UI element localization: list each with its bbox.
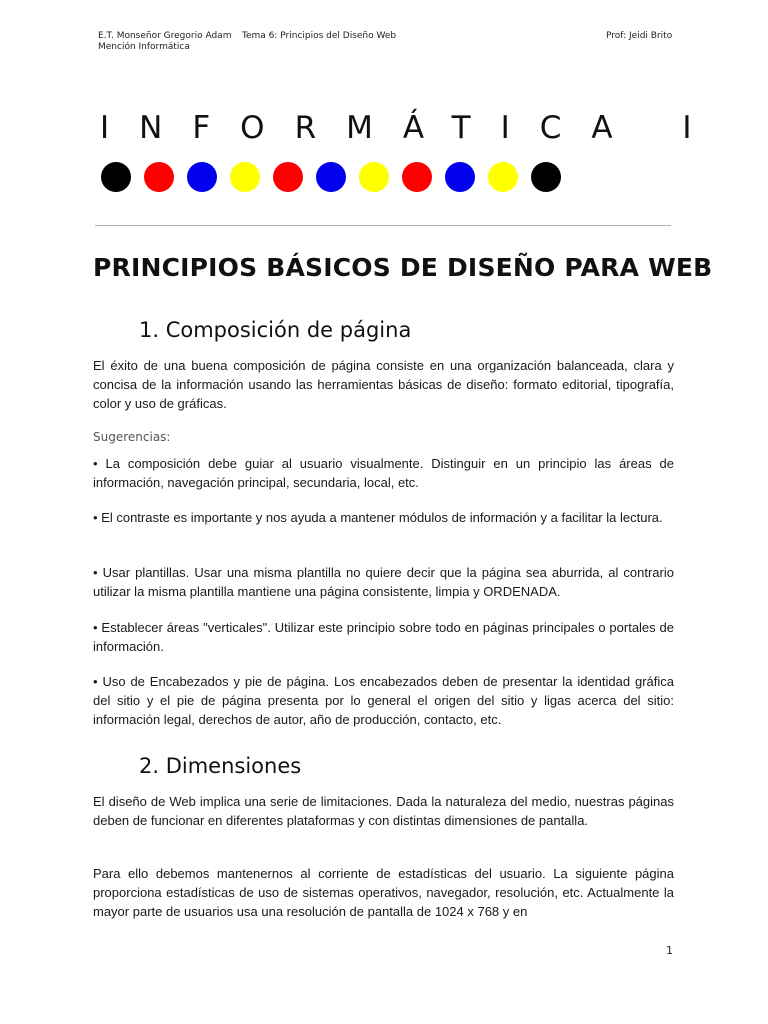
page-title: PRINCIPIOS BÁSICOS DE DISEÑO PARA WEB (93, 253, 713, 282)
bullet-1: • La composición debe guiar al usuario visualmente. Distinguir en un principio las áreas de información, navegación principal, secundaria, local, etc. (93, 456, 674, 490)
color-dot (531, 162, 561, 192)
color-dot (316, 162, 346, 192)
color-dot (359, 162, 389, 192)
color-dot (445, 162, 475, 192)
section-1-heading: 1. Composición de página (139, 318, 412, 342)
suggestions-label: Sugerencias: (93, 430, 171, 444)
header-school-name: E.T. Monseñor Gregorio Adam (98, 31, 232, 41)
bullet-5: • Uso de Encabezados y pie de página. Los encabezados deben de presentar la identidad gráfica del sitio y el pie de página presenta por lo general el origen del sitio y ligas acerca del sitio: información legal, derechos de autor, año de producción, contacto, etc. (93, 674, 674, 727)
divider (95, 225, 671, 226)
color-dot (101, 162, 131, 192)
header-mention: Mención Informática (98, 42, 190, 52)
color-dot (273, 162, 303, 192)
color-dot (488, 162, 518, 192)
section-2-heading: 2. Dimensiones (139, 754, 302, 778)
bullet-2: • El contraste es importante y nos ayuda a mantener módulos de información y a facilitar la lectura. (93, 510, 663, 525)
color-dot (230, 162, 260, 192)
color-dot (144, 162, 174, 192)
section-2-para-2: Para ello debemos mantenernos al corriente de estadísticas del usuario. La siguiente página proporciona estadísticas de uso de sistemas operativos, navegador, resolución, etc. Actualmente la mayor parte de usuarios usa una resolución de pantalla de 1024 x 768 y en (93, 866, 674, 919)
header-topic: Tema 6: Principios del Diseño Web (242, 31, 397, 41)
page-number: 1 (666, 944, 673, 957)
header-teacher: Prof: Jeidi Brito (606, 31, 673, 41)
section-2-para-1: El diseño de Web implica una serie de limitaciones. Dada la naturaleza del medio, nuestras páginas deben de funcionar en diferentes plataformas y con distintas dimensiones de pantalla. (93, 794, 674, 828)
color-dot (187, 162, 217, 192)
color-dot (402, 162, 432, 192)
bullet-3: • Usar plantillas. Usar una misma plantilla no quiere decir que la página sea aburrida, al contrario utilizar la misma plantilla mantiene una página consistente, limpia y ORDENADA. (93, 565, 674, 599)
section-1-intro: El éxito de una buena composición de página consiste en una organización balanceada, clara y concisa de la información usando las herramientas básicas de diseño: formato editorial, tipografía, color y uso de gráficas. (93, 358, 674, 411)
color-dots-row (101, 162, 561, 192)
brand-title: INFORMÁTICA I (100, 110, 722, 146)
header-school (98, 31, 231, 53)
bullet-4: • Establecer áreas "verticales". Utilizar este principio sobre todo en páginas principales o portales de información. (93, 620, 674, 654)
